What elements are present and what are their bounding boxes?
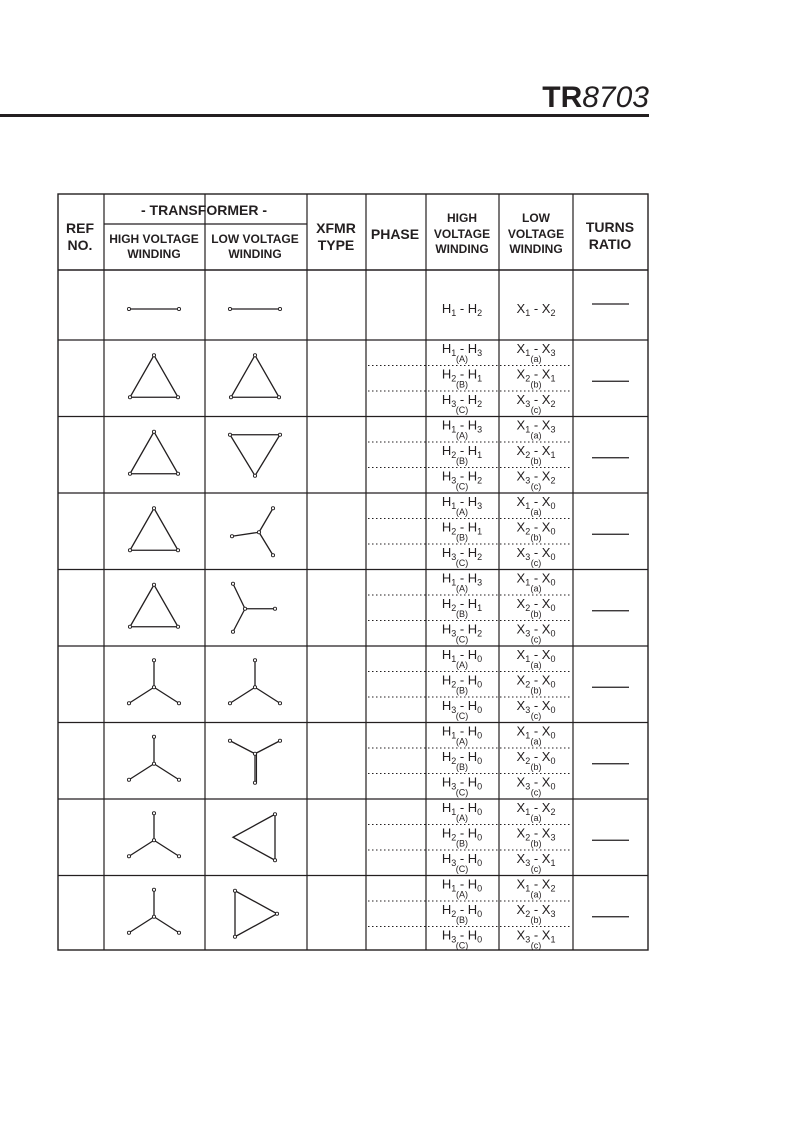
terminal-dot (152, 583, 155, 586)
single-phase-line-icon (127, 307, 180, 310)
wye-icon (127, 888, 180, 934)
lv-pair-label: $X_2 - X_0$ (516, 519, 556, 537)
lv-phase-tag: (a) (530, 660, 542, 670)
hv-pair-label: $H_3 - H_2$ (441, 392, 483, 409)
table-header (66, 202, 634, 261)
lv-pair-label: $X_3 - X_1$ (516, 927, 556, 945)
table-grid (58, 194, 648, 950)
hv-pair-label: $H_2 - H_0$ (441, 825, 483, 843)
hv-phase-tag: (B) (456, 915, 468, 925)
header-lvw-line1: LOW (522, 211, 550, 225)
terminal-dot (278, 307, 281, 310)
inverted-wye-icon (228, 739, 281, 784)
hv-pair-label: $H_2 - H_1$ (441, 596, 483, 613)
terminal-dot (278, 433, 281, 436)
lv-pair-label: $X_3 - X_0$ (516, 698, 556, 715)
lv-phase-tag: (b) (530, 379, 542, 390)
hv-pair-label: $H_1 - H_0$ (441, 876, 483, 894)
hv-pair-label: $H_2 - H_0$ (441, 902, 483, 919)
header-lv-line1: LOW VOLTAGE (211, 232, 299, 246)
hv-pair-label: $H_2 - H_1$ (441, 366, 483, 384)
hv-pair-label: $H_3 - H_0$ (441, 851, 483, 868)
hv-phase-tag: (A) (456, 354, 468, 364)
hv-pair-label: $H_2 - H_0$ (441, 672, 483, 690)
terminal-dot (152, 735, 155, 738)
table-row (58, 800, 648, 876)
hv-phase-tag: (B) (456, 532, 468, 543)
wye-right-icon (231, 582, 276, 633)
table-row-single-phase (127, 301, 629, 318)
header-lvw-line3: WINDING (509, 242, 563, 256)
hv-phase-tag: (B) (456, 762, 468, 772)
lv-pair-label: $X_3 - X_0$ (516, 621, 556, 639)
terminal-dot (228, 307, 231, 310)
header-hvw-line2: VOLTAGE (433, 227, 491, 241)
terminal-dot (176, 625, 179, 628)
hv-phase-tag: (A) (456, 889, 468, 900)
terminal-dot (152, 839, 155, 842)
header-xfmr-line2: TYPE (317, 237, 355, 253)
lv-pair-label: $X_1 - X_2$ (516, 876, 556, 894)
terminal-dot (128, 549, 131, 552)
terminal-dot (177, 307, 180, 310)
delta-icon (128, 507, 179, 552)
header-hvw-line3: WINDING (435, 242, 489, 256)
lv-phase-tag: (c) (530, 405, 542, 415)
terminal-dot (253, 752, 256, 755)
terminal-dot (253, 659, 256, 662)
hv-phase-tag: (C) (455, 481, 469, 492)
terminal-dot (273, 607, 276, 610)
hv-pair-label: $H_1 - H_0$ (441, 800, 483, 817)
terminal-dot (177, 778, 180, 781)
header-ref-line1: REF (66, 220, 94, 236)
hv-pair-label: $H_2 - H_0$ (441, 749, 483, 766)
terminal-dot (231, 630, 234, 633)
delta-icon (128, 430, 179, 475)
terminal-dot (177, 702, 180, 705)
table-row (58, 571, 648, 647)
lv-pair-label: $X_1 - X_2$ (516, 301, 556, 318)
terminal-dot (273, 859, 276, 862)
lv-pair-label: $X_1 - X_0$ (516, 570, 556, 588)
terminal-dot (176, 472, 179, 475)
table-row (58, 341, 648, 417)
terminal-dot (231, 582, 234, 585)
table-row (58, 724, 648, 800)
terminal-dot (176, 396, 179, 399)
lv-phase-tag: (b) (530, 838, 542, 849)
hv-phase-tag: (A) (456, 507, 468, 517)
delta-right-icon (233, 889, 278, 938)
lv-pair-label: $X_3 - X_2$ (516, 392, 556, 409)
delta-icon (128, 583, 179, 628)
hv-pair-label: $H_1 - H_0$ (441, 647, 483, 664)
title-prefix: TR (542, 81, 583, 114)
lv-pair-label: $X_1 - X_3$ (516, 417, 556, 435)
lv-pair-label: $X_2 - X_0$ (516, 596, 556, 613)
terminal-dot (228, 433, 231, 436)
lv-pair-label: $X_2 - X_1$ (516, 366, 556, 384)
hv-pair-label: $H_1 - H_3$ (441, 570, 483, 588)
lv-phase-tag: (c) (530, 634, 542, 645)
terminal-dot (152, 812, 155, 815)
lv-pair-label: $X_2 - X_1$ (516, 443, 556, 460)
hv-pair-label: $H_3 - H_2$ (441, 468, 483, 486)
lv-phase-tag: (b) (530, 532, 542, 543)
table-row (58, 494, 648, 570)
lv-phase-tag: (a) (530, 430, 542, 441)
hv-pair-label: $H_3 - H_0$ (441, 698, 483, 715)
terminal-dot (271, 507, 274, 510)
terminal-dot (152, 888, 155, 891)
inverted-delta-icon (228, 433, 281, 477)
terminal-dot (152, 430, 155, 433)
hv-phase-tag: (C) (455, 864, 469, 874)
terminal-dot (152, 686, 155, 689)
terminal-dot (278, 739, 281, 742)
hv-phase-tag: (B) (456, 609, 468, 619)
lv-pair-label: $X_2 - X_0$ (516, 749, 556, 766)
lv-pair-label: $X_3 - X_0$ (516, 774, 556, 792)
delta-icon (229, 354, 280, 399)
lv-phase-tag: (c) (530, 940, 542, 951)
wye-left-icon (230, 507, 274, 557)
table-row (127, 877, 629, 951)
header-ref-line2: NO. (67, 237, 93, 253)
terminal-dot (128, 472, 131, 475)
hv-pair-label: $H_3 - H_2$ (441, 545, 483, 562)
terminal-dot (243, 607, 246, 610)
terminal-dot (233, 935, 236, 938)
hv-pair-label: $H_1 - H_0$ (441, 723, 483, 741)
hv-phase-tag: (A) (456, 736, 468, 747)
lv-phase-tag: (a) (530, 736, 542, 747)
lv-pair-label: $X_2 - X_3$ (516, 825, 556, 843)
hv-pair-label: $H_3 - H_0$ (441, 774, 483, 792)
lv-phase-tag: (a) (530, 813, 542, 823)
hv-phase-tag: (A) (456, 583, 468, 594)
lv-pair-label: $X_3 - X_2$ (516, 468, 556, 486)
wye-icon (127, 735, 180, 781)
wye-icon (228, 659, 281, 705)
lv-phase-tag: (b) (530, 762, 542, 772)
table-row (58, 418, 648, 494)
terminal-dot (253, 354, 256, 357)
terminal-dot (177, 931, 180, 934)
terminal-dot (128, 396, 131, 399)
table-body (58, 301, 648, 951)
delta-left-icon (233, 813, 277, 862)
lv-phase-tag: (c) (530, 787, 542, 798)
lv-phase-tag: (c) (530, 864, 542, 874)
hv-phase-tag: (C) (455, 940, 469, 951)
header-lvw-line2: VOLTAGE (507, 227, 565, 241)
lv-phase-tag: (b) (530, 456, 542, 466)
hv-phase-tag: (A) (456, 430, 468, 441)
terminal-dot (278, 702, 281, 705)
hv-phase-tag: (C) (455, 711, 469, 721)
header-lv-line2: WINDING (228, 247, 282, 261)
hv-pair-label: $H_3 - H_2$ (441, 621, 483, 639)
header-transformer: - TRANSFORMER - (141, 202, 267, 218)
hv-phase-tag: (C) (455, 405, 469, 415)
lv-pair-label: $X_2 - X_0$ (516, 672, 556, 690)
hv-phase-tag: (B) (456, 456, 468, 466)
terminal-dot (128, 625, 131, 628)
lv-phase-tag: (a) (530, 583, 542, 594)
terminal-dot (257, 531, 260, 534)
lv-phase-tag: (b) (530, 609, 542, 619)
terminal-dot (273, 813, 276, 816)
lv-phase-tag: (a) (530, 507, 542, 517)
hv-phase-tag: (C) (455, 558, 469, 568)
header-hv-line1: HIGH VOLTAGE (109, 232, 199, 246)
hv-phase-tag: (B) (456, 379, 468, 390)
terminal-dot (253, 474, 256, 477)
terminal-dot (127, 931, 130, 934)
terminal-dot (228, 739, 231, 742)
terminal-dot (271, 554, 274, 557)
lv-phase-tag: (c) (530, 481, 542, 492)
terminal-dot (277, 396, 280, 399)
delta-icon (128, 354, 179, 399)
terminal-dot (177, 855, 180, 858)
header-xfmr-line1: XFMR (316, 220, 356, 236)
terminal-dot (229, 396, 232, 399)
table-row (58, 647, 648, 723)
terminal-dot (127, 855, 130, 858)
terminal-dot (152, 659, 155, 662)
terminal-dot (127, 307, 130, 310)
terminal-dot (233, 889, 236, 892)
hv-pair-label: $H_1 - H_2$ (441, 301, 483, 318)
lv-pair-label: $X_2 - X_3$ (516, 902, 556, 919)
lv-phase-tag: (b) (530, 685, 542, 696)
wye-icon (127, 812, 180, 858)
single-phase-line-icon (228, 307, 281, 310)
header-phase: PHASE (370, 226, 420, 242)
terminal-dot (152, 354, 155, 357)
hv-phase-tag: (A) (456, 660, 468, 670)
hv-phase-tag: (A) (456, 813, 468, 823)
wye-icon (127, 659, 180, 705)
hv-pair-label: $H_3 - H_0$ (441, 927, 483, 945)
hv-phase-tag: (B) (456, 685, 468, 696)
hv-pair-label: $H_1 - H_3$ (441, 494, 483, 511)
hv-phase-tag: (C) (455, 634, 469, 645)
terminal-dot (152, 507, 155, 510)
terminal-dot (127, 702, 130, 705)
terminal-dot (152, 762, 155, 765)
lv-phase-tag: (a) (530, 354, 542, 364)
lv-pair-label: $X_1 - X_0$ (516, 647, 556, 664)
title-number: 8703 (582, 81, 649, 114)
terminal-dot (176, 549, 179, 552)
table-frame (58, 194, 648, 950)
hv-phase-tag: (B) (456, 838, 468, 849)
lv-pair-label: $X_1 - X_2$ (516, 800, 556, 817)
terminal-dot (127, 778, 130, 781)
header-hv-line2: WINDING (127, 247, 181, 261)
lv-phase-tag: (b) (530, 915, 542, 925)
lv-pair-label: $X_1 - X_0$ (516, 723, 556, 741)
hv-pair-label: $H_2 - H_1$ (441, 519, 483, 537)
terminal-dot (253, 686, 256, 689)
terminal-dot (275, 912, 278, 915)
terminal-dot (152, 915, 155, 918)
terminal-dot (228, 702, 231, 705)
header-turns-line2: RATIO (588, 236, 632, 252)
header-turns-line1: TURNS (585, 219, 635, 235)
lv-phase-tag: (a) (530, 889, 542, 900)
hv-pair-label: $H_1 - H_3$ (441, 341, 483, 358)
lv-pair-label: $X_3 - X_0$ (516, 545, 556, 562)
lv-pair-label: $X_1 - X_3$ (516, 341, 556, 358)
hv-pair-label: $H_2 - H_1$ (441, 443, 483, 460)
header-hvw-line1: HIGH (447, 211, 477, 225)
lv-pair-label: $X_3 - X_1$ (516, 851, 556, 868)
lv-pair-label: $X_1 - X_0$ (516, 494, 556, 511)
hv-pair-label: $H_1 - H_3$ (441, 417, 483, 435)
hv-phase-tag: (C) (455, 787, 469, 798)
lv-phase-tag: (c) (530, 711, 542, 721)
terminal-dot (230, 535, 233, 538)
lv-phase-tag: (c) (530, 558, 542, 568)
